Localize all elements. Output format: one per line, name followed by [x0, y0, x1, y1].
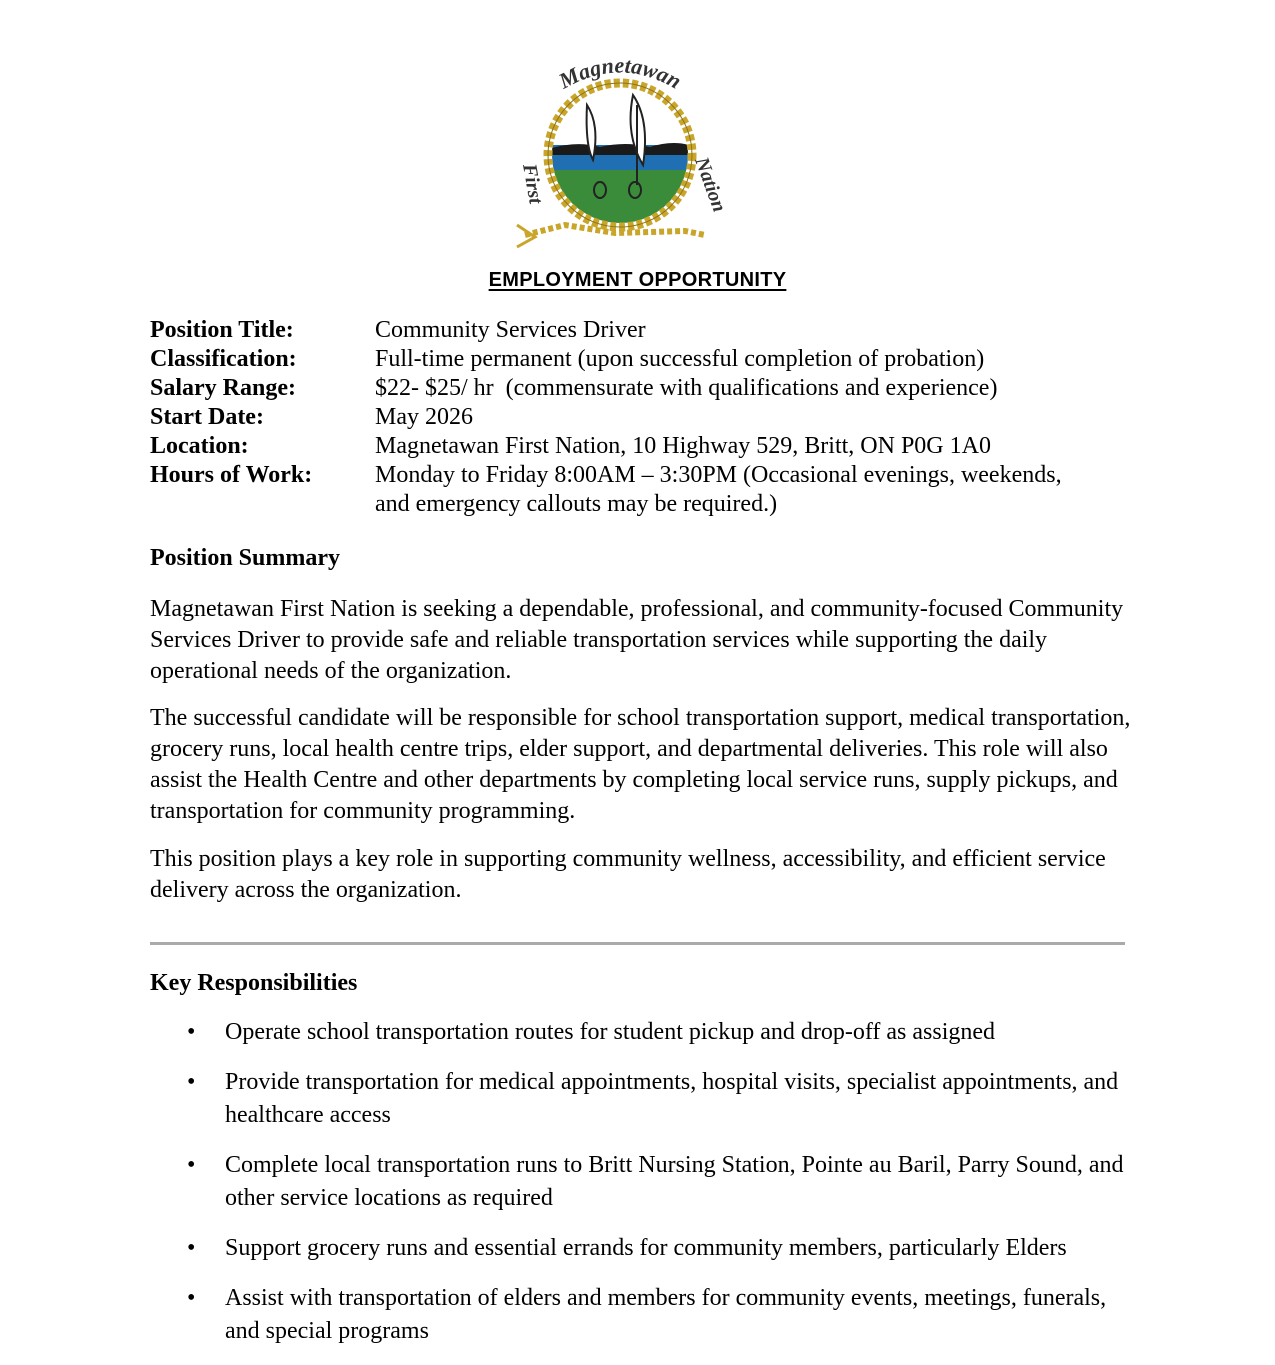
detail-value: Community Services Driver — [375, 317, 646, 343]
detail-row-start-date — [150, 403, 1125, 432]
detail-label: Start Date: — [150, 404, 264, 430]
bullet-icon: • — [187, 1152, 196, 1178]
detail-row-salary-range — [150, 374, 1125, 403]
list-item-text: Complete local transportation runs to Britt Nursing Station, Pointe au Baril, Parry Sound, and other service locations as required — [225, 1152, 1124, 1211]
page-heading — [0, 269, 1275, 292]
detail-value: Magnetawan First Nation, 10 Highway 529, Britt, ON P0G 1A0 — [375, 433, 991, 459]
detail-label: Salary Range: — [150, 375, 296, 401]
section-divider — [150, 942, 1125, 945]
logo-right-text: Nation — [690, 154, 731, 215]
list-item — [150, 1282, 1140, 1348]
position-details — [150, 316, 1125, 519]
list-item-text: Support grocery runs and essential errands for community members, particularly Elders — [225, 1235, 1067, 1261]
key-responsibilities-title: Key Responsibilities — [150, 970, 358, 996]
list-item-text: Operate school transportation routes for student pickup and drop-off as assigned — [225, 1019, 996, 1045]
detail-label: Position Title: — [150, 317, 294, 343]
detail-value: Full-time permanent (upon successful completion of probation) — [375, 346, 985, 372]
bullet-icon: • — [187, 1285, 196, 1311]
list-item-text: Provide transportation for medical appointments, hospital visits, specialist appointments, and healthcare access — [225, 1069, 1119, 1128]
logo-top-text: Magnetawan — [554, 55, 686, 94]
logo-left-text: First — [518, 162, 547, 206]
list-item — [150, 1232, 1140, 1265]
detail-label: Location: — [150, 433, 249, 459]
detail-row-location — [150, 432, 1125, 461]
detail-value: May 2026 — [375, 404, 473, 430]
detail-row-position-title — [150, 316, 1125, 345]
position-summary-title: Position Summary — [150, 545, 341, 571]
detail-value: Monday to Friday 8:00AM – 3:30PM (Occasional evenings, weekends, and emergency callouts may be required.) — [375, 462, 1062, 517]
detail-label: Hours of Work: — [150, 462, 313, 488]
bullet-icon: • — [187, 1069, 196, 1095]
magnetawan-first-nation-logo — [505, 55, 735, 255]
summary-paragraph: The successful candidate will be responsible for school transportation support, medical transportation, grocery runs, local health centre trips, elder support, and departmental deliveries. This role will also assist the Health Centre and other departments by completing local service runs, supply pickups, and transportation for community programming. — [150, 705, 1131, 824]
list-item — [150, 1149, 1140, 1215]
bullet-icon: • — [187, 1019, 196, 1045]
bullet-icon: • — [187, 1235, 196, 1261]
list-item — [150, 1016, 1140, 1049]
summary-paragraph: This position plays a key role in supporting community wellness, accessibility, and efficient service delivery across the organization. — [150, 846, 1106, 903]
page-heading-text: EMPLOYMENT OPPORTUNITY — [488, 269, 787, 291]
list-item-text: Assist with transportation of elders and members for community events, meetings, funerals, and special programs — [225, 1285, 1107, 1344]
detail-value: $22- $25/ hr (commensurate with qualifications and experience) — [375, 375, 998, 401]
detail-row-classification — [150, 345, 1125, 374]
responsibilities-list — [150, 1016, 1140, 1365]
summary-paragraph: Magnetawan First Nation is seeking a dependable, professional, and community-focused Community Services Driver to provide safe and reliable transportation services while supporting the daily operational needs of the organization. — [150, 596, 1124, 684]
detail-row-hours-of-work — [150, 461, 1125, 519]
list-item — [150, 1066, 1140, 1132]
detail-label: Classification: — [150, 346, 297, 372]
logo-emblem — [505, 55, 735, 255]
